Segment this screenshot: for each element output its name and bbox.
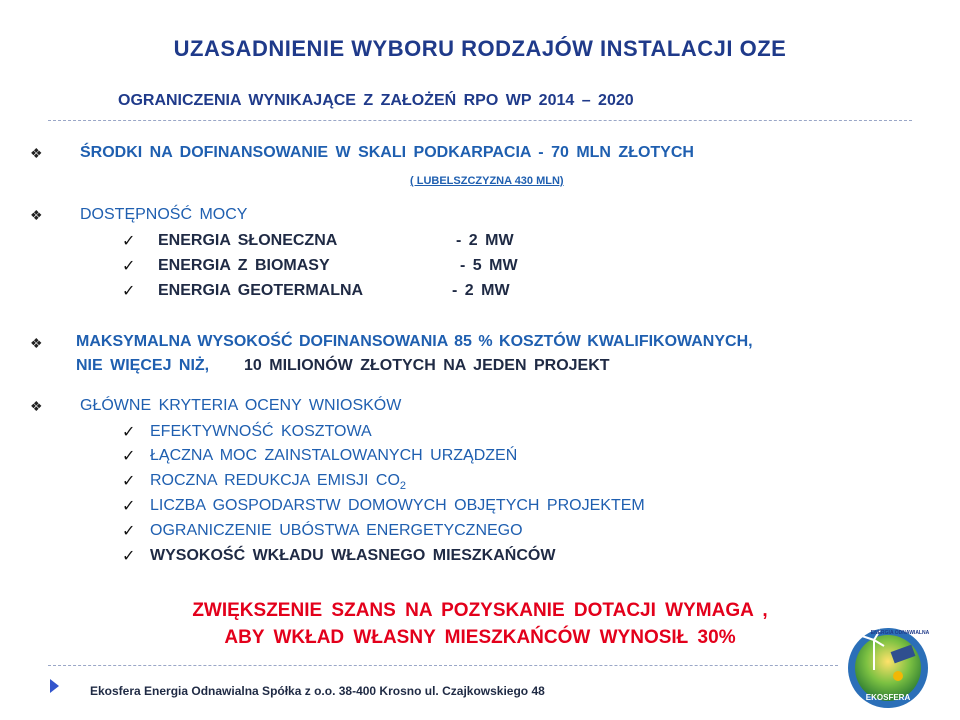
criteria-heading: GŁÓWNE KRYTERIA OCENY WNIOSKÓW	[80, 397, 402, 414]
max-funding-line1: MAKSYMALNA WYSOKOŚĆ DOFINANSOWANIA 85 % KOSZTÓW KWALIFIKOWANYCH,	[76, 333, 753, 350]
checkmark-icon: ✓	[122, 548, 136, 565]
slide-subtitle: OGRANICZENIA WYNIKAJĄCE Z ZAŁOŻEŃ RPO WP 2014 – 2020	[118, 92, 634, 109]
checkmark-icon: ✓	[122, 233, 136, 250]
ekosfera-logo	[840, 618, 936, 714]
criteria-item: LICZBA GOSPODARSTW DOMOWYCH OBJĘTYCH PROJEKTEM	[150, 497, 645, 514]
top-divider	[48, 120, 912, 121]
criteria-item: EFEKTYWNOŚĆ KOSZTOWA	[150, 423, 372, 440]
power-item-value: - 5 MW	[460, 257, 518, 274]
criteria-item-text: ROCZNA REDUKCJA EMISJI CO	[150, 472, 400, 489]
max-funding-line2a: NIE WIĘCEJ NIŻ,	[76, 357, 210, 374]
highlight-line1: ZWIĘKSZENIE SZANS NA POZYSKANIE DOTACJI WYMAGA ,	[192, 600, 768, 621]
checkmark-icon: ✓	[122, 258, 136, 275]
checkmark-icon: ✓	[122, 283, 136, 300]
highlight-line2: ABY WKŁAD WŁASNY MIESZKAŃCÓW WYNOSIŁ 30%	[224, 627, 736, 648]
power-item-label: ENERGIA GEOTERMALNA	[158, 282, 364, 299]
criteria-item-co2	[150, 472, 406, 492]
co2-subscript: 2	[399, 480, 407, 493]
logo-name: EKOSFERA	[865, 693, 911, 702]
criteria-item: WYSOKOŚĆ WKŁADU WŁASNEGO MIESZKAŃCÓW	[150, 547, 556, 564]
criteria-item: OGRANICZENIE UBÓSTWA ENERGETYCZNEGO	[150, 522, 523, 539]
max-funding-line2b: 10 MILIONÓW ZŁOTYCH NA JEDEN PROJEKT	[244, 357, 610, 374]
power-item-label: ENERGIA SŁONECZNA	[158, 232, 338, 249]
triangle-bullet-icon	[50, 679, 59, 693]
funding-text: ŚRODKI NA DOFINANSOWANIE W SKALI PODKARPACIA - 70 MLN ZŁOTYCH	[80, 144, 694, 161]
ekosfera-logo-icon	[840, 618, 936, 714]
diamond-bullet-icon: ❖	[30, 335, 43, 351]
company-footer: Ekosfera Energia Odnawialna Spółka z o.o. 38-400 Krosno ul. Czajkowskiego 48	[90, 684, 545, 698]
logo-ring-text: ENERGIA ODNAWIALNA	[870, 630, 930, 636]
checkmark-icon: ✓	[122, 448, 136, 465]
power-item-value: - 2 MW	[452, 282, 510, 299]
slide-title: UZASADNIENIE WYBORU RODZAJÓW INSTALACJI OZE	[173, 36, 787, 61]
power-item-value: - 2 MW	[456, 232, 514, 249]
diamond-bullet-icon: ❖	[30, 398, 43, 414]
diamond-bullet-icon: ❖	[30, 207, 43, 223]
criteria-item: ŁĄCZNA MOC ZAINSTALOWANYCH URZĄDZEŃ	[150, 447, 518, 464]
power-item-label: ENERGIA Z BIOMASY	[158, 257, 330, 274]
checkmark-icon: ✓	[122, 523, 136, 540]
lubelszczyzna-note: ( LUBELSZCZYZNA 430 MLN)	[410, 175, 564, 187]
diamond-bullet-icon: ❖	[30, 145, 43, 161]
power-heading: DOSTĘPNOŚĆ MOCY	[80, 206, 248, 223]
checkmark-icon: ✓	[122, 424, 136, 441]
checkmark-icon: ✓	[122, 498, 136, 515]
checkmark-icon: ✓	[122, 473, 136, 490]
bottom-divider	[48, 665, 838, 666]
